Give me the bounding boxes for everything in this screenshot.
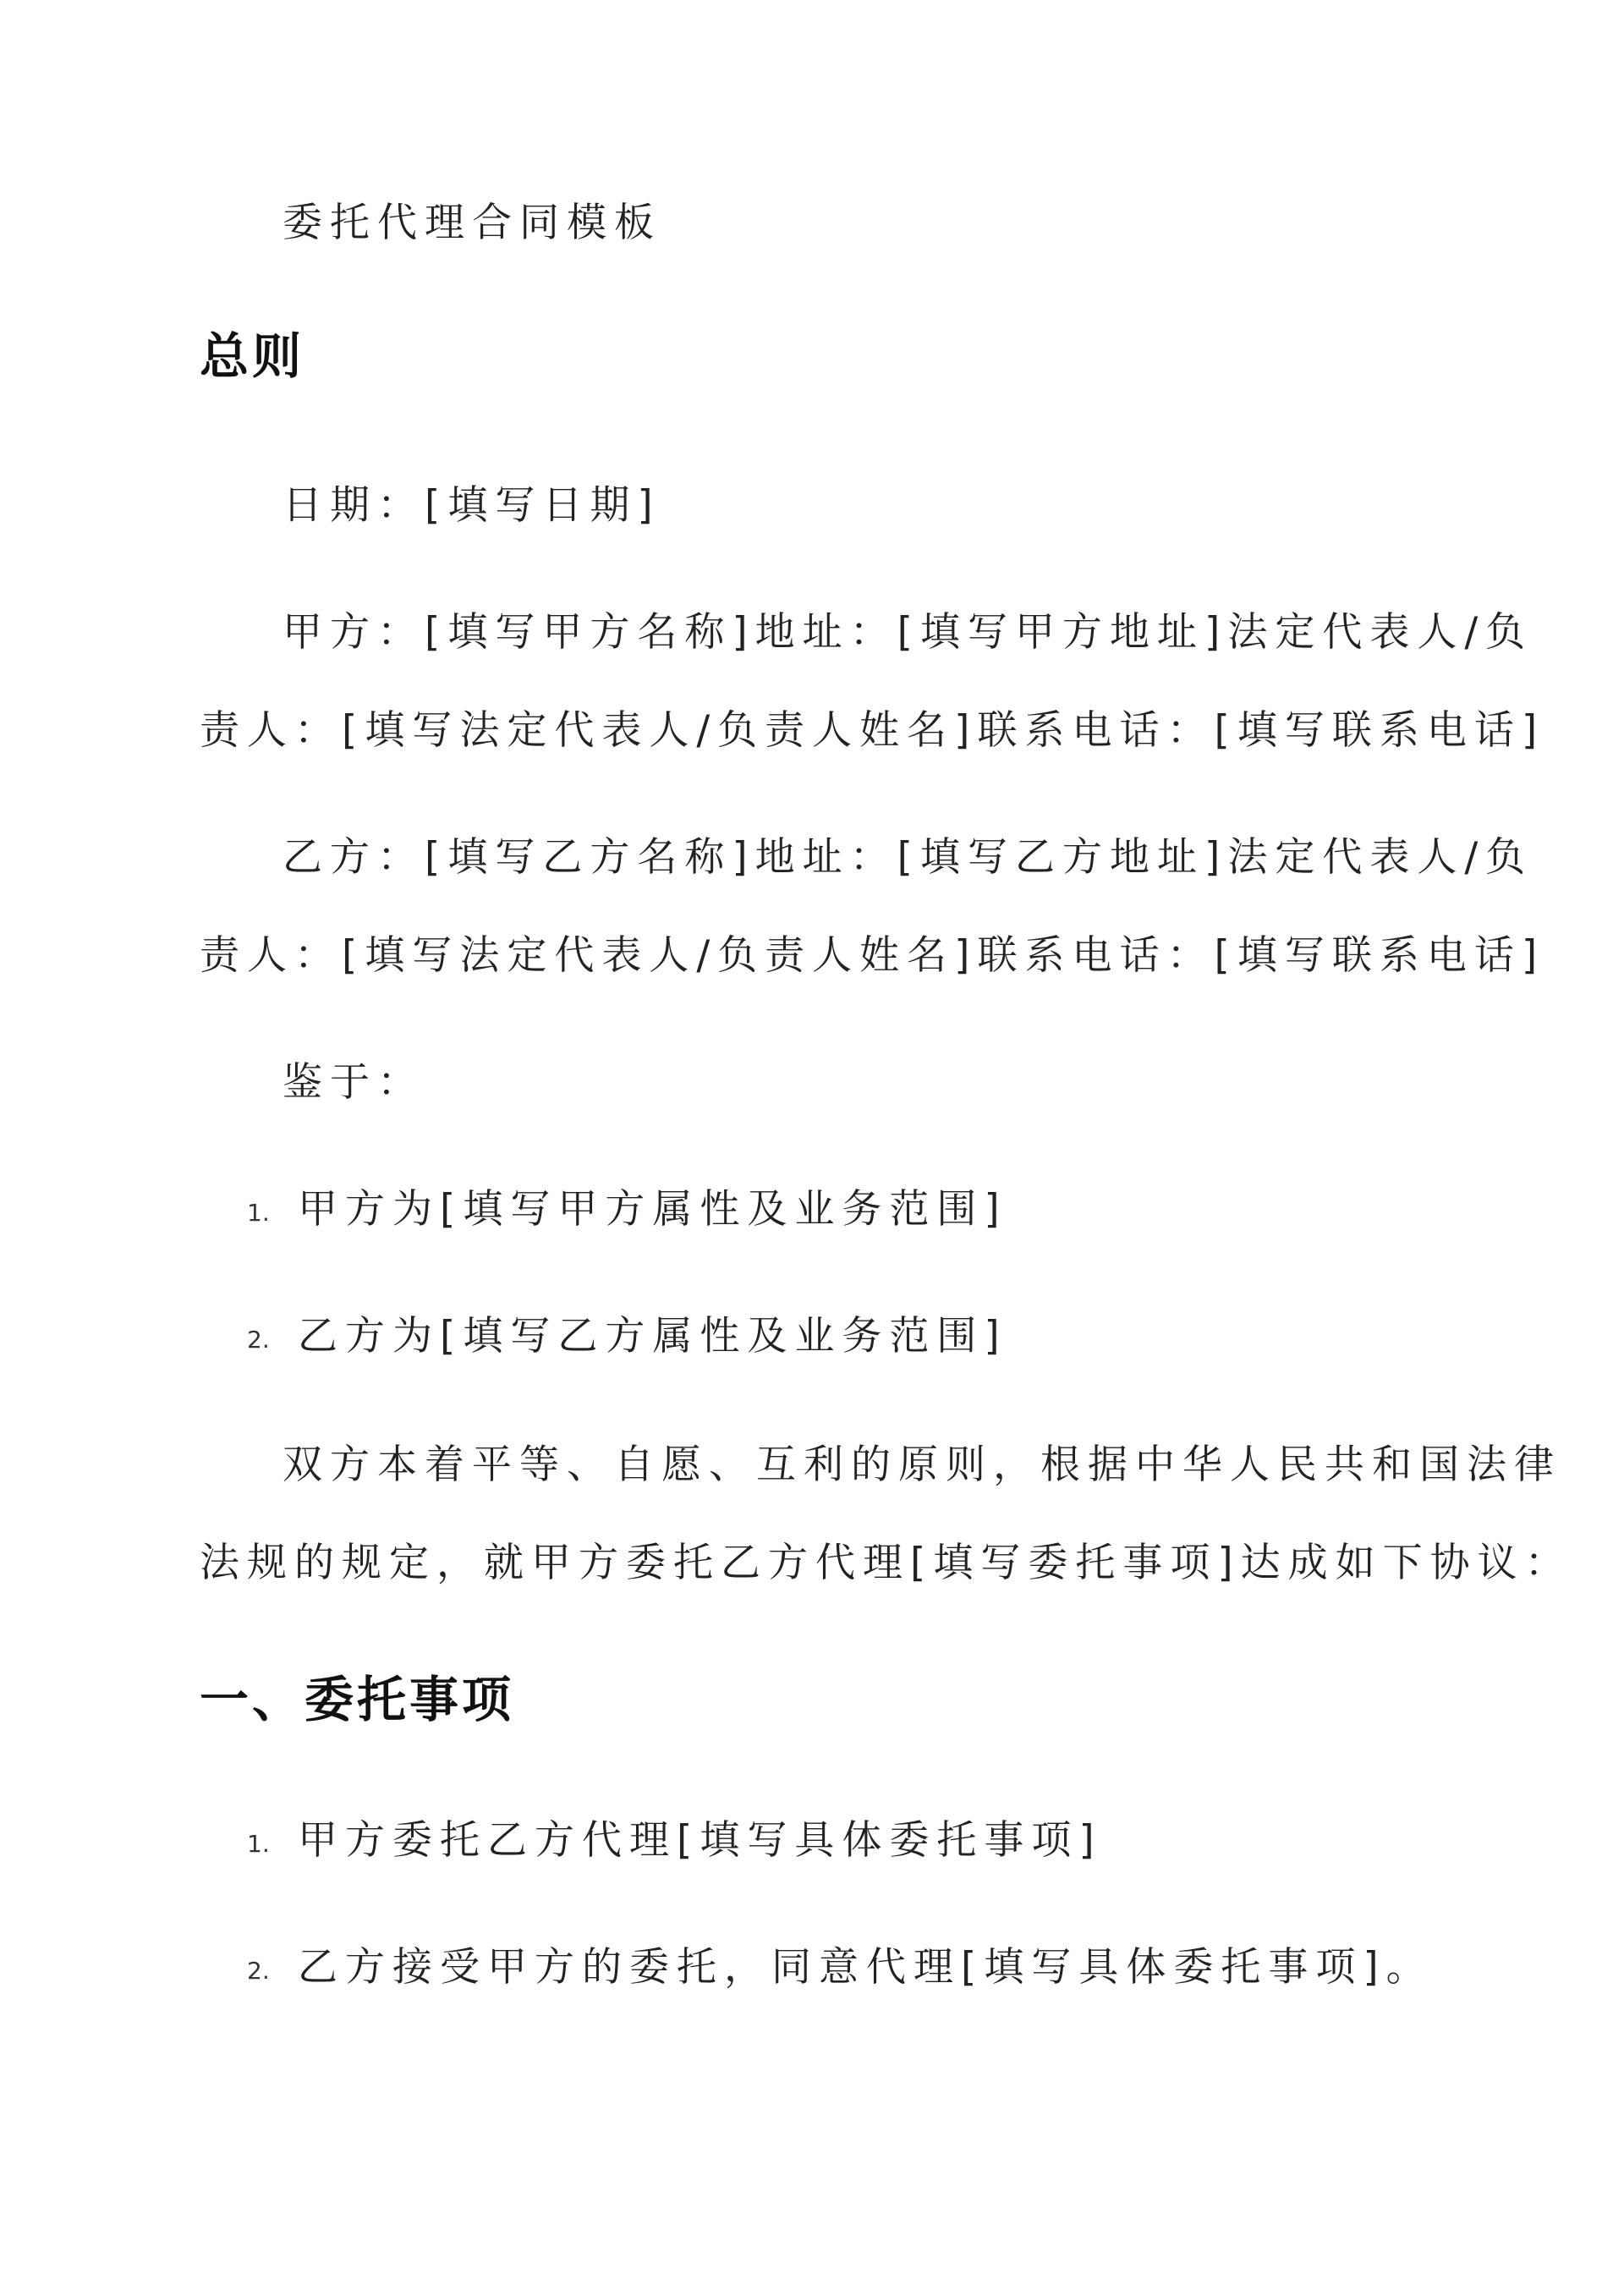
party-b-line-1: 乙方：[填写乙方名称]地址：[填写乙方地址]法定代表人/负 [283,834,1533,881]
party-a-line-1: 甲方：[填写甲方名称]地址：[填写甲方地址]法定代表人/负 [283,609,1533,656]
list-item-number: 2. [247,1326,270,1354]
list-item-number: 1. [247,1199,270,1227]
list-item-text: 乙方接受甲方的委托，同意代理[填写具体委托事项]。 [298,1944,1434,1991]
whereas-label: 鉴于： [283,1059,425,1106]
list-item-text: 乙方为[填写乙方属性及业务范围] [298,1313,1007,1359]
list-item-number: 2. [247,1957,270,1985]
list-item-text: 甲方为[填写甲方属性及业务范围] [298,1186,1007,1233]
section-heading-one: 一、委托事项 [200,1671,515,1728]
section-heading-general: 总则 [200,327,305,385]
list-item-text: 甲方委托乙方代理[填写具体委托事项] [298,1817,1102,1864]
party-a-line-2: 责人：[填写法定代表人/负责人姓名]联系电话：[填写联系电话] [200,707,1545,754]
list-item-number: 1. [247,1830,270,1858]
document-title: 委托代理合同模板 [283,200,661,246]
party-b-line-2: 责人：[填写法定代表人/负责人姓名]联系电话：[填写联系电话] [200,932,1545,979]
date-line: 日期：[填写日期] [283,482,661,529]
principle-line-2: 法规的规定，就甲方委托乙方代理[填写委托事项]达成如下协议： [200,1540,1572,1586]
principle-line-1: 双方本着平等、自愿、互利的原则，根据中华人民共和国法律 [283,1442,1561,1488]
